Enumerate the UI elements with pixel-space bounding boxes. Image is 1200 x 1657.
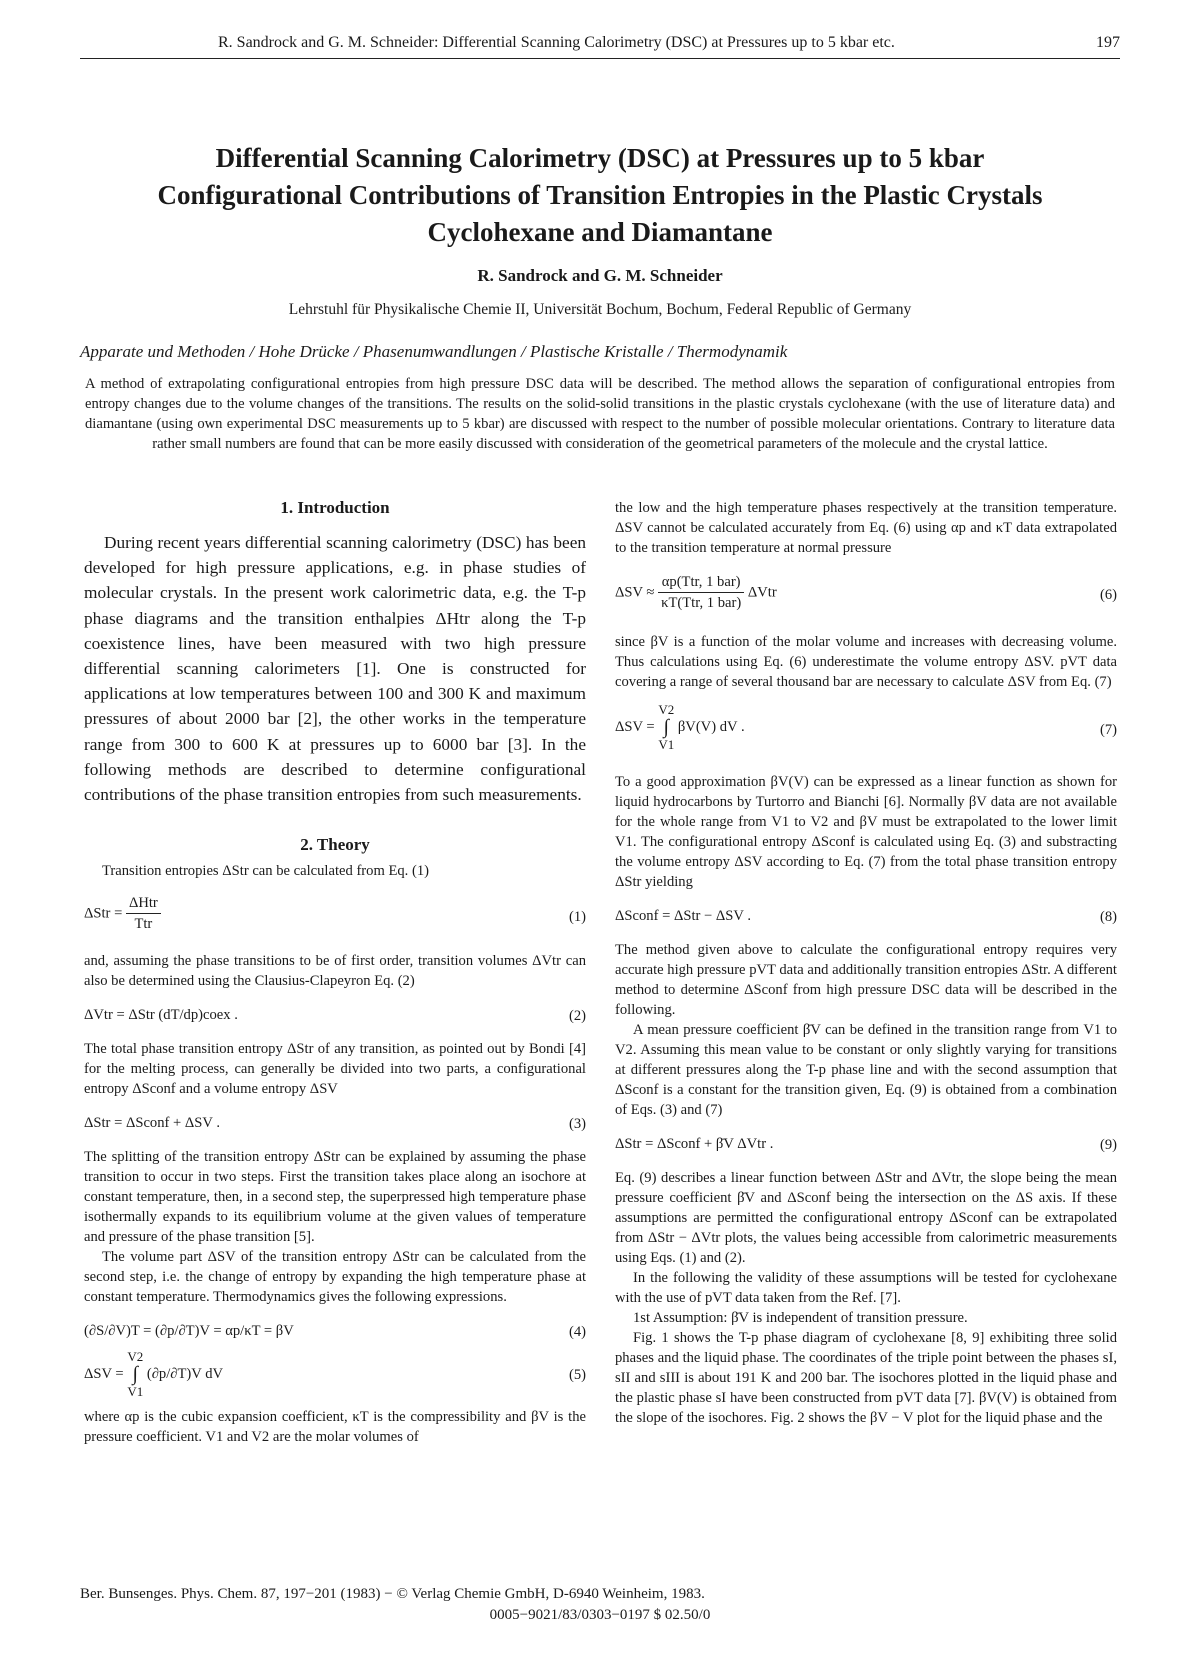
keywords: Apparate und Methoden / Hohe Drücke / Phasenumwandlungen / Plastische Kristalle / Thermodynamik [80,342,788,361]
eq7-upper-limit: V2 [658,702,675,717]
title-line: Cyclohexane and Diamantane [427,217,773,247]
section-heading-theory: 2. Theory [300,835,370,855]
equation-5 [84,1349,586,1401]
theory-paragraph: The total phase transition entropy ΔStr of any transition, as pointed out by Bondi [4] for the melting process, can generally be divided into two parts, a configurational entropy ΔSconf and a volume entropy ΔSV [84,1041,586,1098]
affiliation: Lehrstuhl für Physikalische Chemie II, Universität Bochum, Bochum, Federal Republic of Germany [288,301,912,318]
eq1-fraction [126,893,161,934]
body-paragraph: In the following the validity of these assumptions will be tested for cyclohexane with the use of pVT data taken from the Ref. [7]. [615,1270,1117,1306]
equation-6 [615,572,1117,618]
page-number: 197 [1096,34,1120,51]
integral-sign: V2 ∫ V1 [658,702,675,752]
equation-number: (7) [1099,722,1117,738]
equation-1 [84,893,586,941]
theory-paragraph: The splitting of the transition entropy ΔStr can be explained by assuming the phase transition to occur in two steps. First the transition takes place along an isochore at constant temperature, then, in a second step, the superpressed high temperature phase isothermally expands to its equilibrium volume at the given values of temperature and pressure of the phase transition [5]. [84,1149,586,1246]
body-paragraph: To a good approximation βV(V) can be expressed as a linear function as shown for liquid hydrocarbons by Turtorro and Bianchi [6]. Normally βV data are not available for the whole range from V1 to V2 and βV must be extrapolated to the lower limit V1. The configurational entropy ΔSconf is calculated using Eq. (3) and substracting the volume entropy ΔSV according to Eq. (7) from the total phase transition entropy ΔStr yielding [615,774,1117,890]
equation-number: (5) [568,1367,586,1384]
equation-number: (9) [1099,1137,1117,1153]
authors: R. Sandrock and G. M. Schneider [477,266,723,285]
eq7-integrand: βV(V) dV . [677,719,745,735]
running-title: R. Sandrock and G. M. Schneider: Differential Scanning Calorimetry (DSC) at Pressures up to 5 kbar etc. [218,34,895,51]
copyright-code: 0005−9021/83/0303−0197 $ 02.50/0 [489,1607,711,1623]
introduction-paragraph: During recent years differential scanning calorimetry (DSC) has been developed for high pressure applications, e.g. in phase studies of molecular crystals. In the present work calorimetric data, e.g. the T-p phase diagrams and the transition enthalpies ΔHtr along the T-p coexistence lines, have been measured with two high pressure differential scanning calorimeters [1]. One is constructed for applications at low temperatures between 100 and 300 K and maximum pressures of about 2000 bar [2], the other works in the temperature range from 300 to 600 K at pressures up to 6000 bar [3]. In the following methods are described to determine configurational contributions of the phase transition entropies from such measurements. [84,533,586,805]
equation-number: (6) [1099,587,1117,603]
eq2-body: ΔVtr = ΔStr (dT/dp)coex . [84,1007,238,1024]
eq9-body: ΔStr = ΔSconf + β̄V ΔVtr . [615,1136,774,1152]
eq6-rhs: ΔVtr [747,584,777,601]
eq7-lhs: ΔSV = [615,719,655,735]
equation-9 [615,1134,1117,1156]
body-paragraph: A mean pressure coefficient β̄V can be defined in the transition range from V1 to V2. Assuming this mean value to be constant or only slightly varying for transitions at different pressures along the T-p phase line and with the second assumption that ΔSconf is a constant for the transition given, Eq. (9) is obtained from a combination of Eqs. (3) and (7) [615,1022,1117,1118]
eq7-lower-limit: V1 [658,737,675,752]
eq5-lower-limit: V1 [127,1384,144,1400]
body-paragraph: the low and the high temperature phases respectively at the transition temperature. ΔSV cannot be calculated accurately from Eq. (6) using αp and κT data extrapolated to the transition temperature at normal pressure [615,500,1117,556]
theory-paragraph: Transition entropies ΔStr can be calculated from Eq. (1) [102,863,429,880]
paper-title [0,140,1200,251]
equation-number: (4) [568,1324,586,1341]
eq6-denominator: κT(Ttr, 1 bar) [661,595,742,611]
eq5-lhs: ΔSV = [84,1366,124,1383]
body-paragraph: 1st Assumption: β̄V is independent of transition pressure. [633,1310,968,1326]
eq6-numerator: αp(Ttr, 1 bar) [658,572,744,593]
section-heading-introduction: 1. Introduction [280,498,390,517]
equation-number: (2) [568,1008,586,1025]
body-paragraph: Eq. (9) describes a linear function between ΔStr and ΔVtr, the slope being the mean pressure coefficient β̄V and ΔSconf being the intersection on the ΔS axis. If these assumptions are permitted the configurational entropy ΔSconf can be extrapolated from ΔStr − ΔVtr plots, the values being accessible from calorimetric measurements using Eqs. (1) and (2). [615,1170,1117,1266]
body-paragraph: since βV is a function of the molar volume and increases with decreasing volume. Thus calculations using Eq. (6) underestimate the volume entropy ΔSV. pVT data covering a range of several thousand bar are necessary to calculate ΔSV from Eq. (7) [615,634,1117,690]
running-header [80,28,1120,59]
title-line: Configurational Contributions of Transition Entropies in the Plastic Crystals [157,180,1043,210]
body-paragraph: The method given above to calculate the configurational entropy requires very accurate high pressure pVT data and additionally transition entropies ΔStr. A different method to determine ΔSconf from high pressure DSC data will be described in the following. [615,942,1117,1018]
equation-number: (1) [568,909,586,926]
eq1-denominator: Ttr [134,916,153,933]
eq1-numerator: ΔHtr [126,893,161,914]
equation-number: (3) [568,1116,586,1133]
eq6-fraction [658,572,744,613]
abstract: A method of extrapolating configurational entropies from high pressure DSC data will be described. The method allows the separation of configurational entropies from entropy changes due to the volume changes of the transitions. The results on the solid-solid transitions in the plastic crystals cyclohexane (with the use of literature data) and diamantane (using own experimental DSC measurements up to 5 kbar) are discussed with respect to the number of possible molecular orientations. Contrary to literature data rather small numbers are found that can be more easily discussed with consideration of the geometrical parameters of the molecule and the crystal lattice. [85,376,1115,452]
equation-7 [615,702,1117,758]
theory-paragraph: The volume part ΔSV of the transition entropy ΔStr can be calculated from the second step, i.e. the change of entropy by expanding the high temperature phase at constant temperature. Thermodynamics gives the following expressions. [84,1249,586,1306]
eq4-body: (∂S/∂V)T = (∂p/∂T)V = αp/κT = βV [84,1323,294,1340]
eq8-body: ΔSconf = ΔStr − ΔSV . [615,908,751,924]
equation-8 [615,906,1117,928]
citation-footer: Ber. Bunsenges. Phys. Chem. 87, 197−201 (1983) − © Verlag Chemie GmbH, D-6940 Weinheim, 1983. [80,1586,705,1602]
eq3-body: ΔStr = ΔSconf + ΔSV . [84,1115,220,1132]
theory-paragraph: where αp is the cubic expansion coefficient, κT is the compressibility and βV is the pressure coefficient. V1 and V2 are the molar volumes of [84,1409,586,1446]
equation-4 [84,1321,586,1343]
theory-paragraph: and, assuming the phase transitions to be of first order, transition volumes ΔVtr can also be determined using the Clausius-Clapeyron Eq. (2) [84,953,586,990]
equation-3 [84,1113,586,1135]
title-line: Differential Scanning Calorimetry (DSC) at Pressures up to 5 kbar [215,143,985,173]
eq5-upper-limit: V2 [127,1349,144,1365]
equation-2 [84,1005,586,1027]
body-paragraph: Fig. 1 shows the T-p phase diagram of cyclohexane [8, 9] exhibiting three solid phases and the liquid phase. The coordinates of the triple point between the phases sI, sII and sIII is about 191 K and 200 bar. The isochores plotted in the liquid phase and the plastic phase sI have been constructed from pVT data [7]. βV(V) is obtained from the slope of the isochores. Fig. 2 shows the βV − V plot for the liquid phase and the [615,1330,1117,1426]
left-column [84,498,586,1447]
eq6-lhs: ΔSV ≈ [615,584,655,601]
eq5-integrand: (∂p/∂T)V dV [146,1366,224,1383]
integral-sign: V2 ∫ V1 [127,1349,144,1400]
equation-number: (8) [1099,909,1117,925]
right-column [615,498,1117,1428]
eq1-lhs: ΔStr = [84,905,123,922]
